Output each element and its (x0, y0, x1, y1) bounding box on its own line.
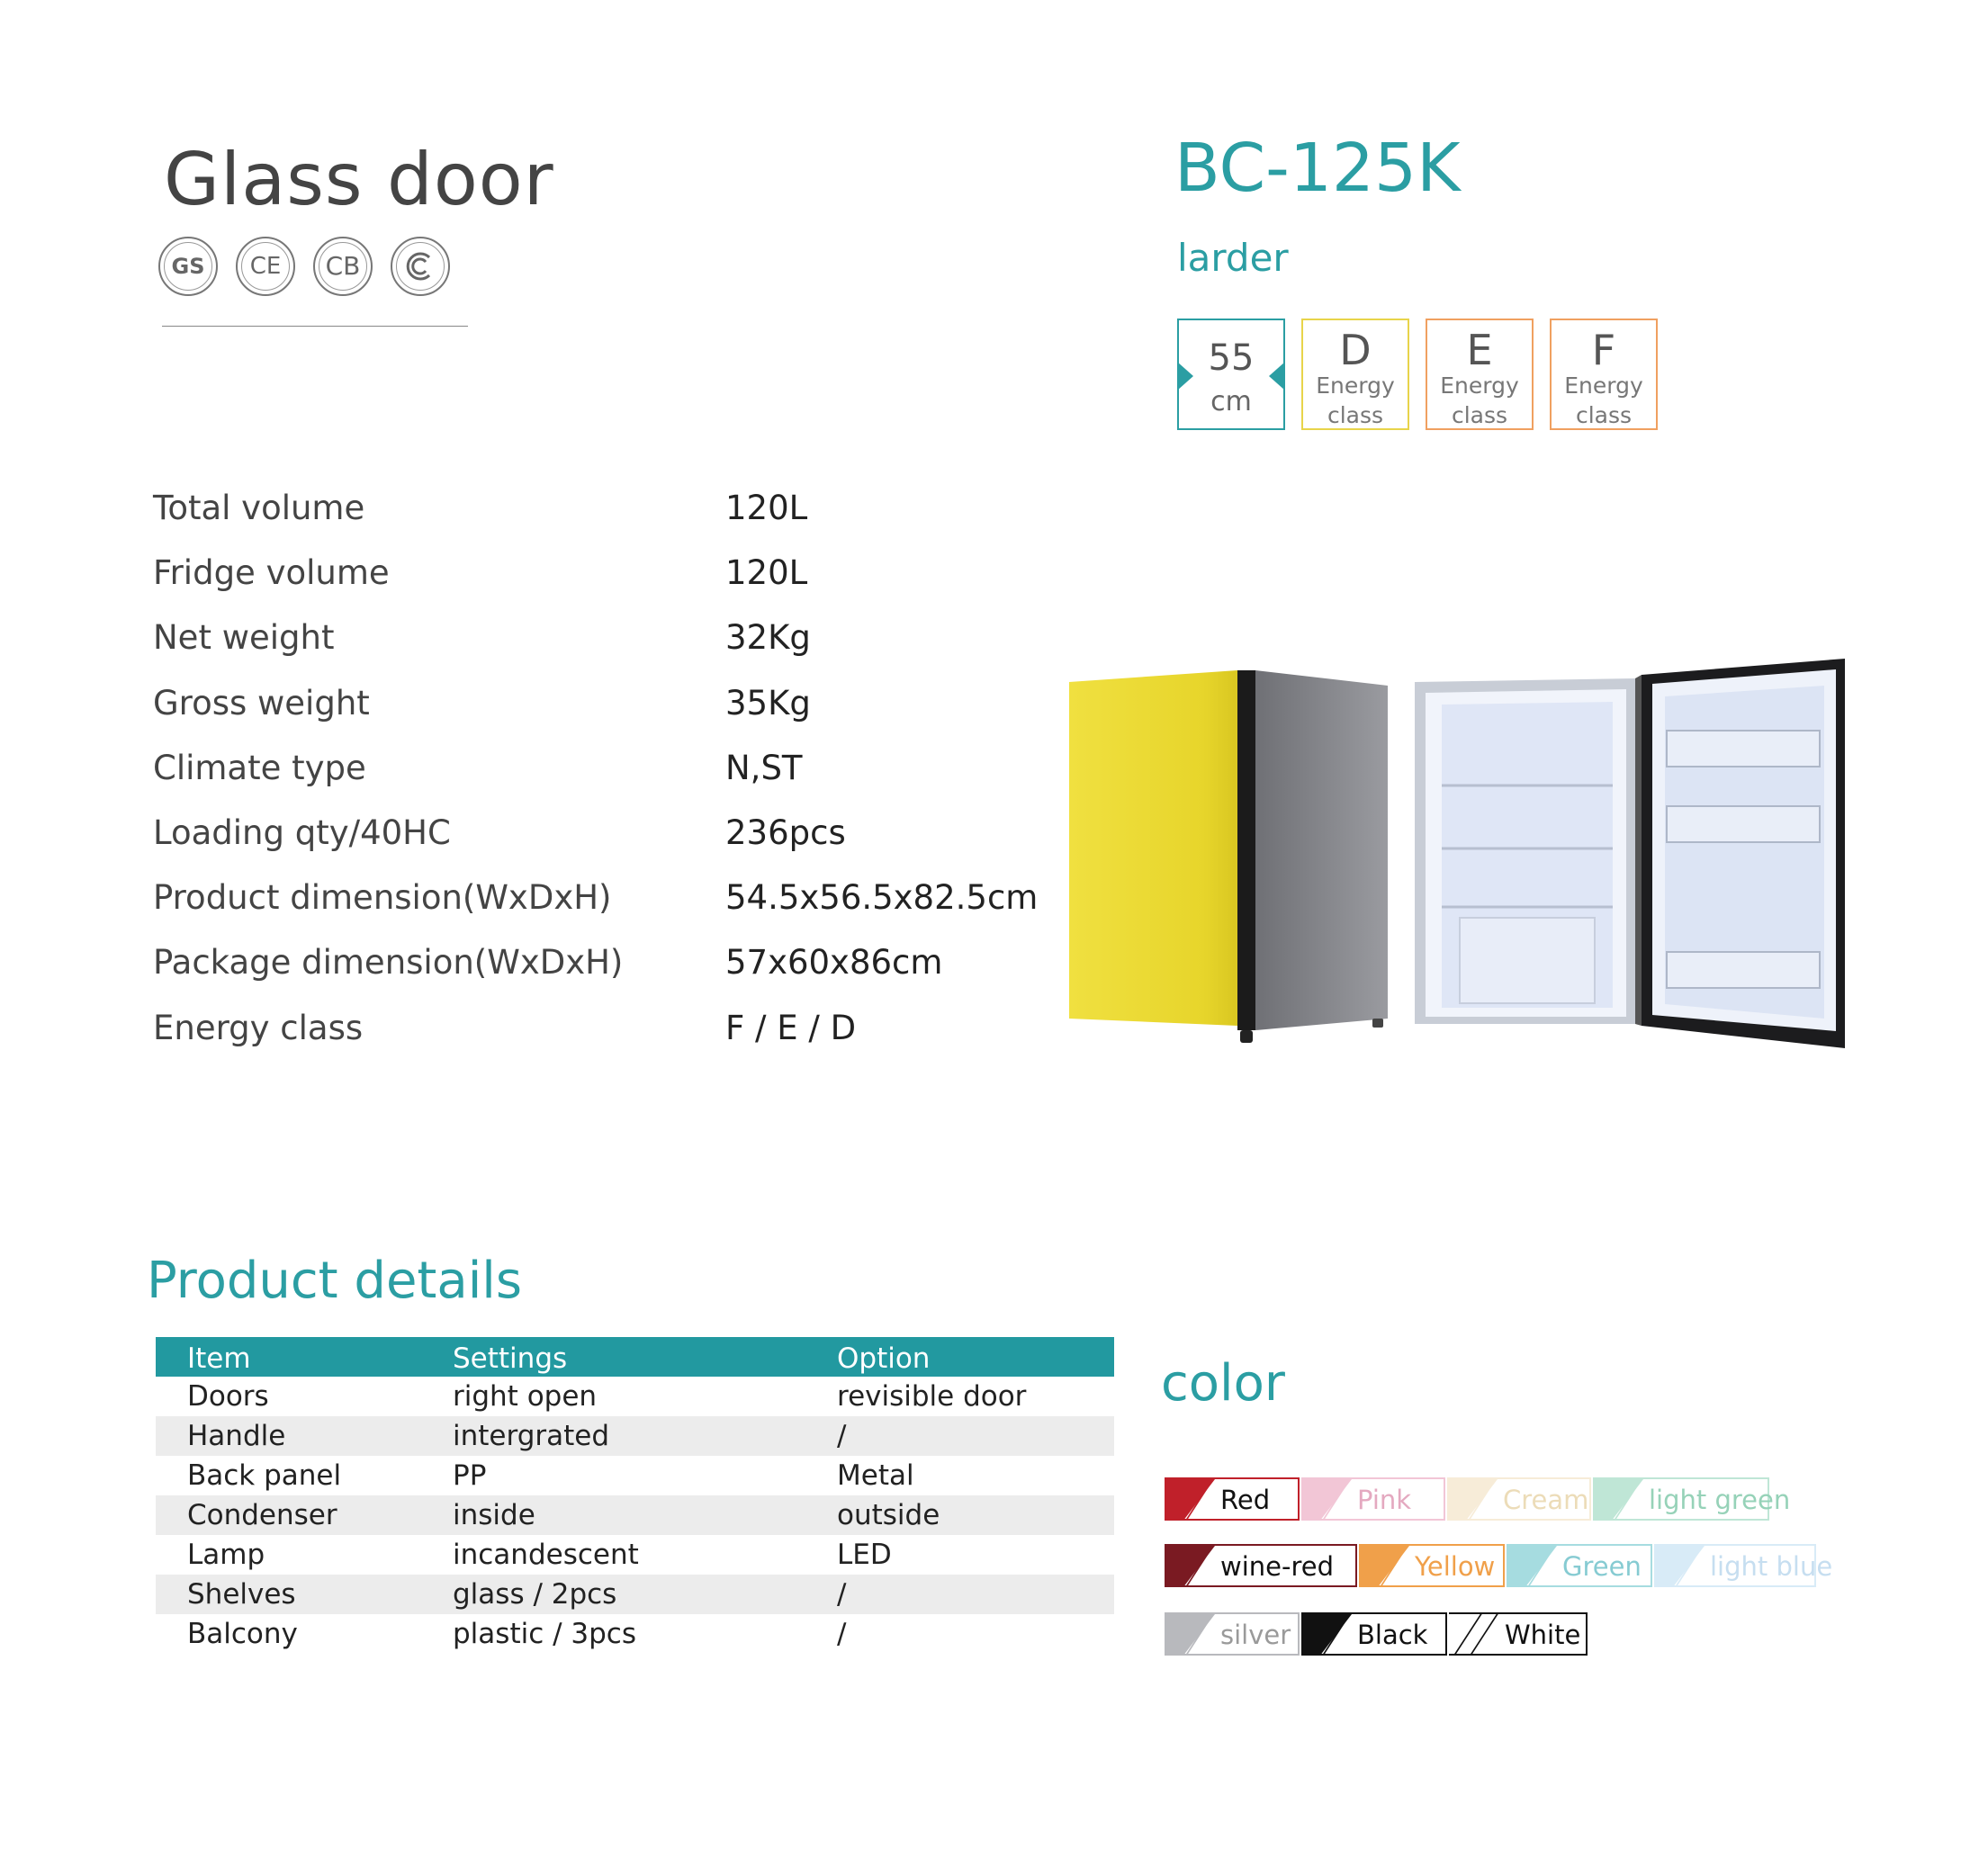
gs-mark-text: GS (171, 254, 205, 279)
table-row (156, 1575, 1114, 1614)
color-swatch-label: Cream (1503, 1485, 1589, 1515)
product-details-table (156, 1337, 1114, 1654)
table-cell: right open (453, 1380, 598, 1413)
spec-label-package-dimension: Package dimension(WxDxH) (153, 943, 624, 982)
spec-label-fridge-volume: Fridge volume (153, 553, 390, 592)
color-swatch-label: Red (1220, 1485, 1271, 1515)
table-cell: Back panel (187, 1459, 342, 1492)
table-cell: Balcony (187, 1618, 298, 1650)
spec-value-product-dimension: 54.5x56.5x82.5cm (725, 878, 1039, 917)
model-number: BC-125K (1174, 130, 1461, 207)
color-swatch-label: Green (1562, 1551, 1642, 1582)
color-swatch-label: White (1505, 1620, 1581, 1650)
color-swatch-wine-red[interactable] (1165, 1544, 1357, 1587)
energy-label-line1: Energy (1440, 373, 1519, 399)
ccc-mark-icon (402, 248, 438, 284)
spec-label-gross-weight: Gross weight (153, 684, 370, 723)
table-row (156, 1495, 1114, 1535)
ce-certification-icon (236, 237, 295, 296)
spec-value-loading-qty: 236pcs (725, 813, 846, 852)
color-swatch-label: wine-red (1220, 1551, 1334, 1582)
spec-value-fridge-volume: 120L (725, 553, 808, 592)
product-details-title: Product details (147, 1252, 522, 1310)
color-swatch-label: Black (1357, 1620, 1428, 1650)
color-swatch-white[interactable] (1449, 1612, 1588, 1656)
table-cell: outside (837, 1499, 940, 1531)
color-swatch-label: Pink (1357, 1485, 1412, 1515)
color-swatch-label: silver (1220, 1620, 1291, 1650)
color-swatch-cream[interactable] (1447, 1477, 1591, 1521)
color-swatch-red[interactable] (1165, 1477, 1300, 1521)
energy-badge-f (1550, 319, 1658, 430)
product-category: larder (1177, 236, 1289, 280)
table-row (156, 1614, 1114, 1654)
column-header-item: Item (187, 1342, 251, 1375)
page-title: Glass door (164, 138, 554, 221)
energy-letter: E (1466, 326, 1493, 374)
arrow-right-icon (1177, 362, 1193, 390)
color-swatch-black[interactable] (1301, 1612, 1447, 1656)
color-swatch-green[interactable] (1507, 1544, 1652, 1587)
cb-certification-icon (313, 237, 373, 296)
table-cell: plastic / 3pcs (453, 1618, 636, 1650)
spec-value-net-weight: 32Kg (725, 618, 811, 657)
spec-value-package-dimension: 57x60x86cm (725, 943, 943, 982)
color-swatch-label: light green (1649, 1485, 1791, 1515)
energy-label-line1: Energy (1564, 373, 1643, 399)
spec-value-climate-type: N,ST (725, 749, 803, 787)
table-cell: inside (453, 1499, 535, 1531)
table-row (156, 1535, 1114, 1575)
table-cell: Metal (837, 1459, 914, 1492)
table-row (156, 1456, 1114, 1495)
table-cell: intergrated (453, 1420, 610, 1452)
energy-letter: D (1339, 326, 1372, 374)
energy-label-line2: class (1575, 402, 1633, 428)
table-cell: Handle (187, 1420, 286, 1452)
table-header-row (156, 1337, 1114, 1377)
color-swatch-silver[interactable] (1165, 1612, 1300, 1656)
cb-mark-text: CB (325, 251, 361, 281)
spec-label-energy-class: Energy class (153, 1009, 364, 1047)
width-value: 55 (1208, 337, 1255, 379)
spec-value-total-volume: 120L (725, 489, 808, 527)
ce-mark-text: CE (249, 253, 282, 280)
table-cell: glass / 2pcs (453, 1578, 617, 1611)
color-swatch-light-blue[interactable] (1654, 1544, 1833, 1587)
spec-value-energy-class: F / E / D (725, 1009, 857, 1047)
energy-badge-e (1426, 319, 1534, 430)
energy-letter: F (1591, 326, 1616, 374)
table-cell: / (837, 1420, 847, 1452)
table-cell: revisible door (837, 1380, 1027, 1413)
energy-label-line2: class (1327, 402, 1384, 428)
gs-certification-icon (158, 237, 218, 296)
energy-label-line2: class (1451, 402, 1508, 428)
arrow-left-icon (1269, 362, 1285, 390)
color-swatch-light-green[interactable] (1593, 1477, 1791, 1521)
table-cell: Condenser (187, 1499, 337, 1531)
width-badge (1177, 319, 1285, 430)
spec-label-total-volume: Total volume (153, 489, 365, 527)
spec-label-net-weight: Net weight (153, 618, 335, 657)
width-unit: cm (1210, 386, 1252, 417)
column-header-settings: Settings (453, 1342, 568, 1375)
spec-label-climate-type: Climate type (153, 749, 366, 787)
ccc-certification-icon (391, 237, 450, 296)
color-swatch-yellow[interactable] (1359, 1544, 1505, 1587)
table-cell: Doors (187, 1380, 269, 1413)
table-row (156, 1377, 1114, 1416)
table-cell: Lamp (187, 1539, 265, 1571)
spec-value-gross-weight: 35Kg (725, 684, 811, 723)
table-cell: / (837, 1618, 847, 1650)
table-row (156, 1416, 1114, 1456)
fridge-open-image (1406, 655, 1845, 1048)
energy-label-line1: Energy (1316, 373, 1395, 399)
title-divider (162, 326, 468, 327)
color-swatch-label: light blue (1710, 1551, 1833, 1582)
spec-label-product-dimension: Product dimension(WxDxH) (153, 878, 612, 917)
table-cell: / (837, 1578, 847, 1611)
fridge-closed-image (1062, 666, 1388, 1048)
table-cell: LED (837, 1539, 892, 1571)
color-title: color (1161, 1354, 1285, 1413)
energy-badge-d (1301, 319, 1409, 430)
color-swatch-label: Yellow (1415, 1551, 1496, 1582)
spec-label-loading-qty: Loading qty/40HC (153, 813, 451, 852)
column-header-option: Option (837, 1342, 931, 1375)
table-cell: incandescent (453, 1539, 639, 1571)
color-swatch-pink[interactable] (1301, 1477, 1445, 1521)
table-cell: PP (453, 1459, 487, 1492)
table-cell: Shelves (187, 1578, 296, 1611)
